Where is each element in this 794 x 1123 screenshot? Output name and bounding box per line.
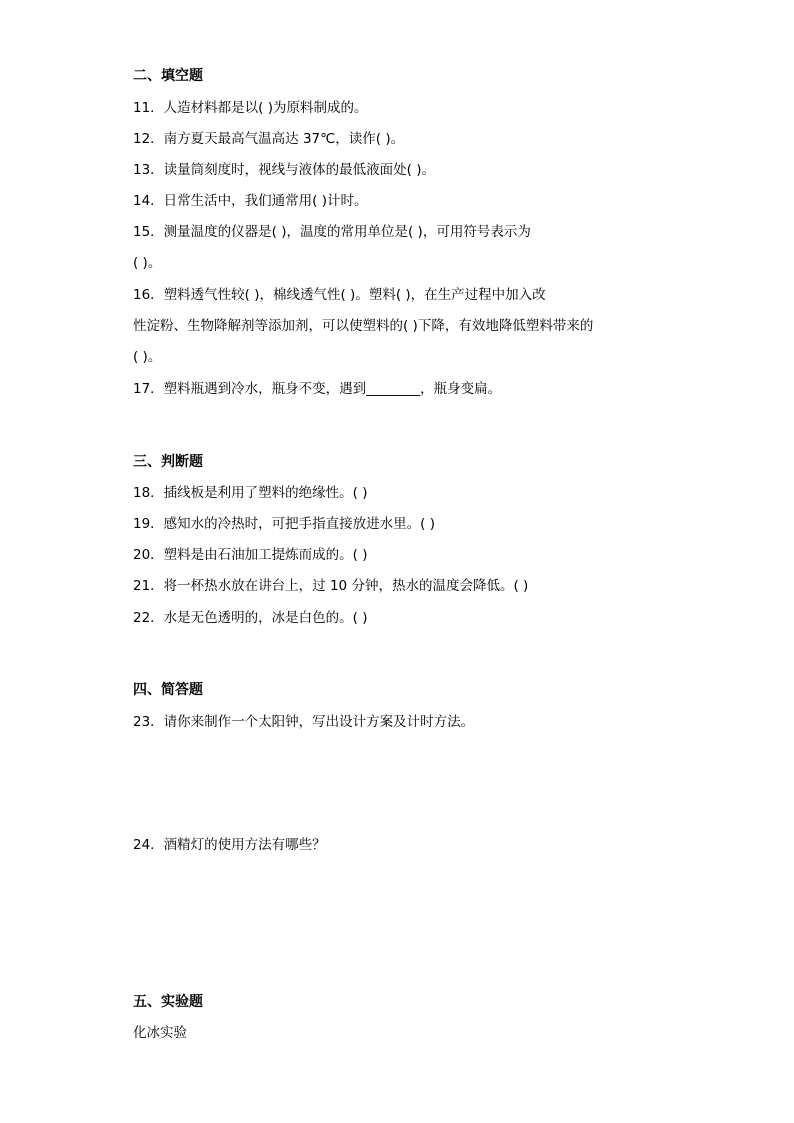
question-21: 21．将一杯热水放在讲台上，过 10 分钟，热水的温度会降低。( ) (133, 578, 529, 594)
question-19: 19．感知水的冷热时，可把手指直接放进水里。( ) (133, 516, 436, 532)
question-12: 12．南方夏天最高气温高达 37℃，读作( )。 (133, 131, 405, 147)
question-18: 18．插线板是利用了塑料的绝缘性。( ) (133, 485, 368, 501)
question-16-continued: 性淀粉、生物降解剂等添加剂，可以使塑料的( )下降，有效地降低塑料带来的 (133, 318, 594, 334)
question-15: 15．测量温度的仪器是( )，温度的常用单位是( )，可用符号表示为 (133, 224, 531, 240)
question-16: 16．塑料透气性较( )，棉线透气性( )。塑料( )，在生产过程中加入改 (133, 287, 546, 303)
experiment-title: 化冰实验 (133, 1025, 187, 1041)
section-heading-short-answer: 四、简答题 (133, 682, 203, 698)
section-heading-true-false: 三、判断题 (133, 454, 203, 470)
question-15-continued: ( )。 (133, 255, 162, 271)
question-23: 23．请你来制作一个太阳钟，写出设计方案及计时方法。 (133, 714, 475, 730)
question-17: 17．塑料瓶遇到冷水，瓶身不变，遇到________，瓶身变扁。 (133, 381, 502, 397)
question-11: 11．人造材料都是以( )为原料制成的。 (133, 100, 368, 116)
question-14: 14．日常生活中，我们通常用( )计时。 (133, 193, 368, 209)
section-heading-fill-blank: 二、填空题 (133, 68, 203, 84)
question-24: 24．酒精灯的使用方法有哪些？ (133, 837, 326, 853)
question-20: 20．塑料是由石油加工提炼而成的。( ) (133, 547, 368, 563)
question-16-continued-2: ( )。 (133, 349, 162, 365)
section-heading-experiment: 五、实验题 (133, 994, 203, 1010)
question-22: 22．水是无色透明的，冰是白色的。( ) (133, 610, 368, 626)
question-13: 13．读量筒刻度时，视线与液体的最低液面处( )。 (133, 162, 436, 178)
